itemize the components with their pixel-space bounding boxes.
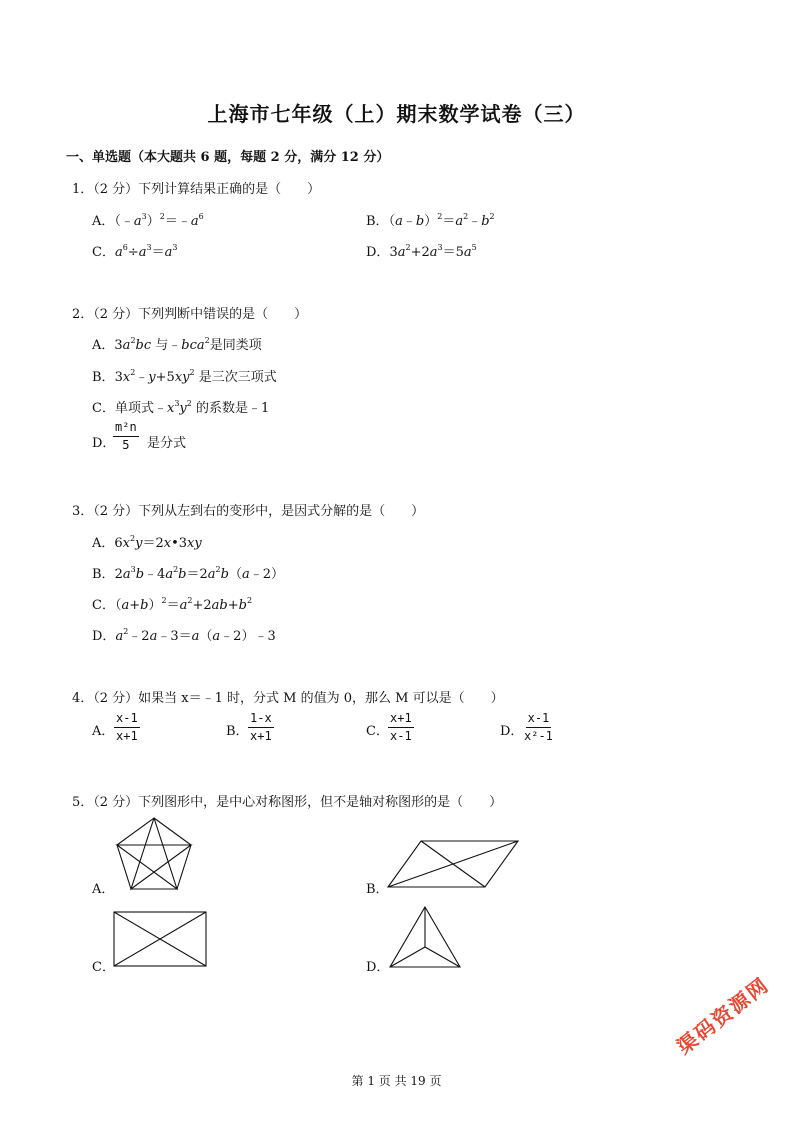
q2-option-d-denominator: 5 [122,438,130,452]
rectangle-with-diagonals-figure [113,911,207,967]
q3-option-d: D．$a^2﹣2a﹣3=a(a﹣2)﹣3$ [92,627,276,644]
q1-option-b-label: B． [366,214,389,229]
q1-option-b: B．$(a﹣b)^2=a^2﹣b^2$ [366,212,495,229]
question-2-stem: 2．（2 分）下列判断中错误的是（ ） [72,307,308,322]
q4-option-d-label: D． [500,724,524,739]
question-1-stem: 1．（2 分）下列计算结果正确的是（ ） [72,182,321,197]
q2-option-c-label: C．单项式 [92,401,154,416]
q4-option-c-fraction [388,711,414,744]
q1-option-a-label: A． [92,214,115,229]
q2-option-c-tail: 的系数是﹣1 [196,401,270,416]
q4-option-d-denominator: x²-1 [524,729,553,743]
q3-option-a: A．$6x^2y=2x•3xy$ [92,534,202,551]
question-3-stem: 3．（2 分）下列从左到右的变形中，是因式分解的是（ ） [72,504,425,519]
q1-option-c: C．$a^6\div a^3=a^3$ [92,243,178,260]
q2-option-b-tail: 是三次三项式 [198,370,277,385]
q5-option-a-label: A． [92,882,115,897]
q1-option-c-label: C． [92,245,115,260]
q2-option-d-numerator: m²n [113,420,139,437]
q4-option-a-label: A． [92,724,115,739]
watermark-stamp: 渠码资源网 [672,972,774,1059]
q3-option-b: B．$2a^3b﹣4a^2b=2a^2b(a﹣2)$ [92,565,285,582]
q4-option-a-fraction [114,711,140,744]
q3-option-a-label: A． [92,536,115,551]
q3-option-c-label: C． [92,598,115,613]
q1-option-d-label: D． [366,245,390,260]
q1-option-d: D．$3a^2+2a^3=5a^5$ [366,243,477,260]
q2-option-a-tail: 是同类项 [209,338,262,353]
q2-option-a: A．$3a^2bc$ 与﹣bca$^2$是同类项 [92,336,262,353]
q4-option-b-fraction [248,711,274,744]
parallelogram-with-diagonals-figure [386,839,520,889]
pentagram-in-pentagon-figure [114,816,194,892]
section-heading: 一、单选题（本大题共 6 题，每题 2 分，满分 12 分） [66,150,390,165]
q4-option-b-label: B． [226,724,249,739]
question-4-stem: 4．（2 分）如果当 x＝﹣1 时，分式 M 的值为 0，那么 M 可以是（ ） [72,691,504,706]
q5-option-b-label: B． [366,882,389,897]
q4-option-b-numerator: 1-x [248,711,274,728]
q2-option-c: C．单项式$﹣x^3y^2$ 的系数是﹣1 [92,399,270,416]
q4-option-c-numerator: x+1 [388,711,414,728]
q4-option-c-label: C． [366,724,389,739]
q5-option-d-label: D． [366,960,390,975]
q4-option-a-numerator: x-1 [114,711,140,728]
question-5-stem: 5．（2 分）下列图形中，是中心对称图形，但不是轴对称图形的是（ ） [72,795,503,810]
page-footer: 第 1 页 共 19 页 [351,1074,442,1088]
q2-option-b-label: B． [92,370,115,385]
q2-option-d-tail: 是分式 [147,436,187,451]
q4-option-a-denominator: x+1 [116,729,138,743]
page-title: 上海市七年级（上）期末数学试卷（三） [207,102,586,126]
q2-option-d-label: D． [92,436,116,451]
q1-option-a: A．$(﹣a^3)^2=﹣a^6$ [92,212,204,229]
q4-option-c-denominator: x-1 [390,729,412,743]
q2-option-a-label: A． [92,338,115,353]
q3-option-c: C．$(a+b)^2=a^2+2ab+b^2$ [92,596,253,613]
q5-option-c-label: C． [92,960,115,975]
q4-option-d-fraction [524,711,553,744]
q2-option-b: B．$3x^2﹣y+5xy^2$ 是三次三项式 [92,368,277,385]
triangle-with-center-lines-figure [388,905,462,969]
q4-option-d-numerator: x-1 [526,711,552,728]
q4-option-b-denominator: x+1 [250,729,272,743]
q2-option-d-fraction [113,420,139,453]
q3-option-d-label: D． [92,629,116,644]
q3-option-b-label: B． [92,567,115,582]
